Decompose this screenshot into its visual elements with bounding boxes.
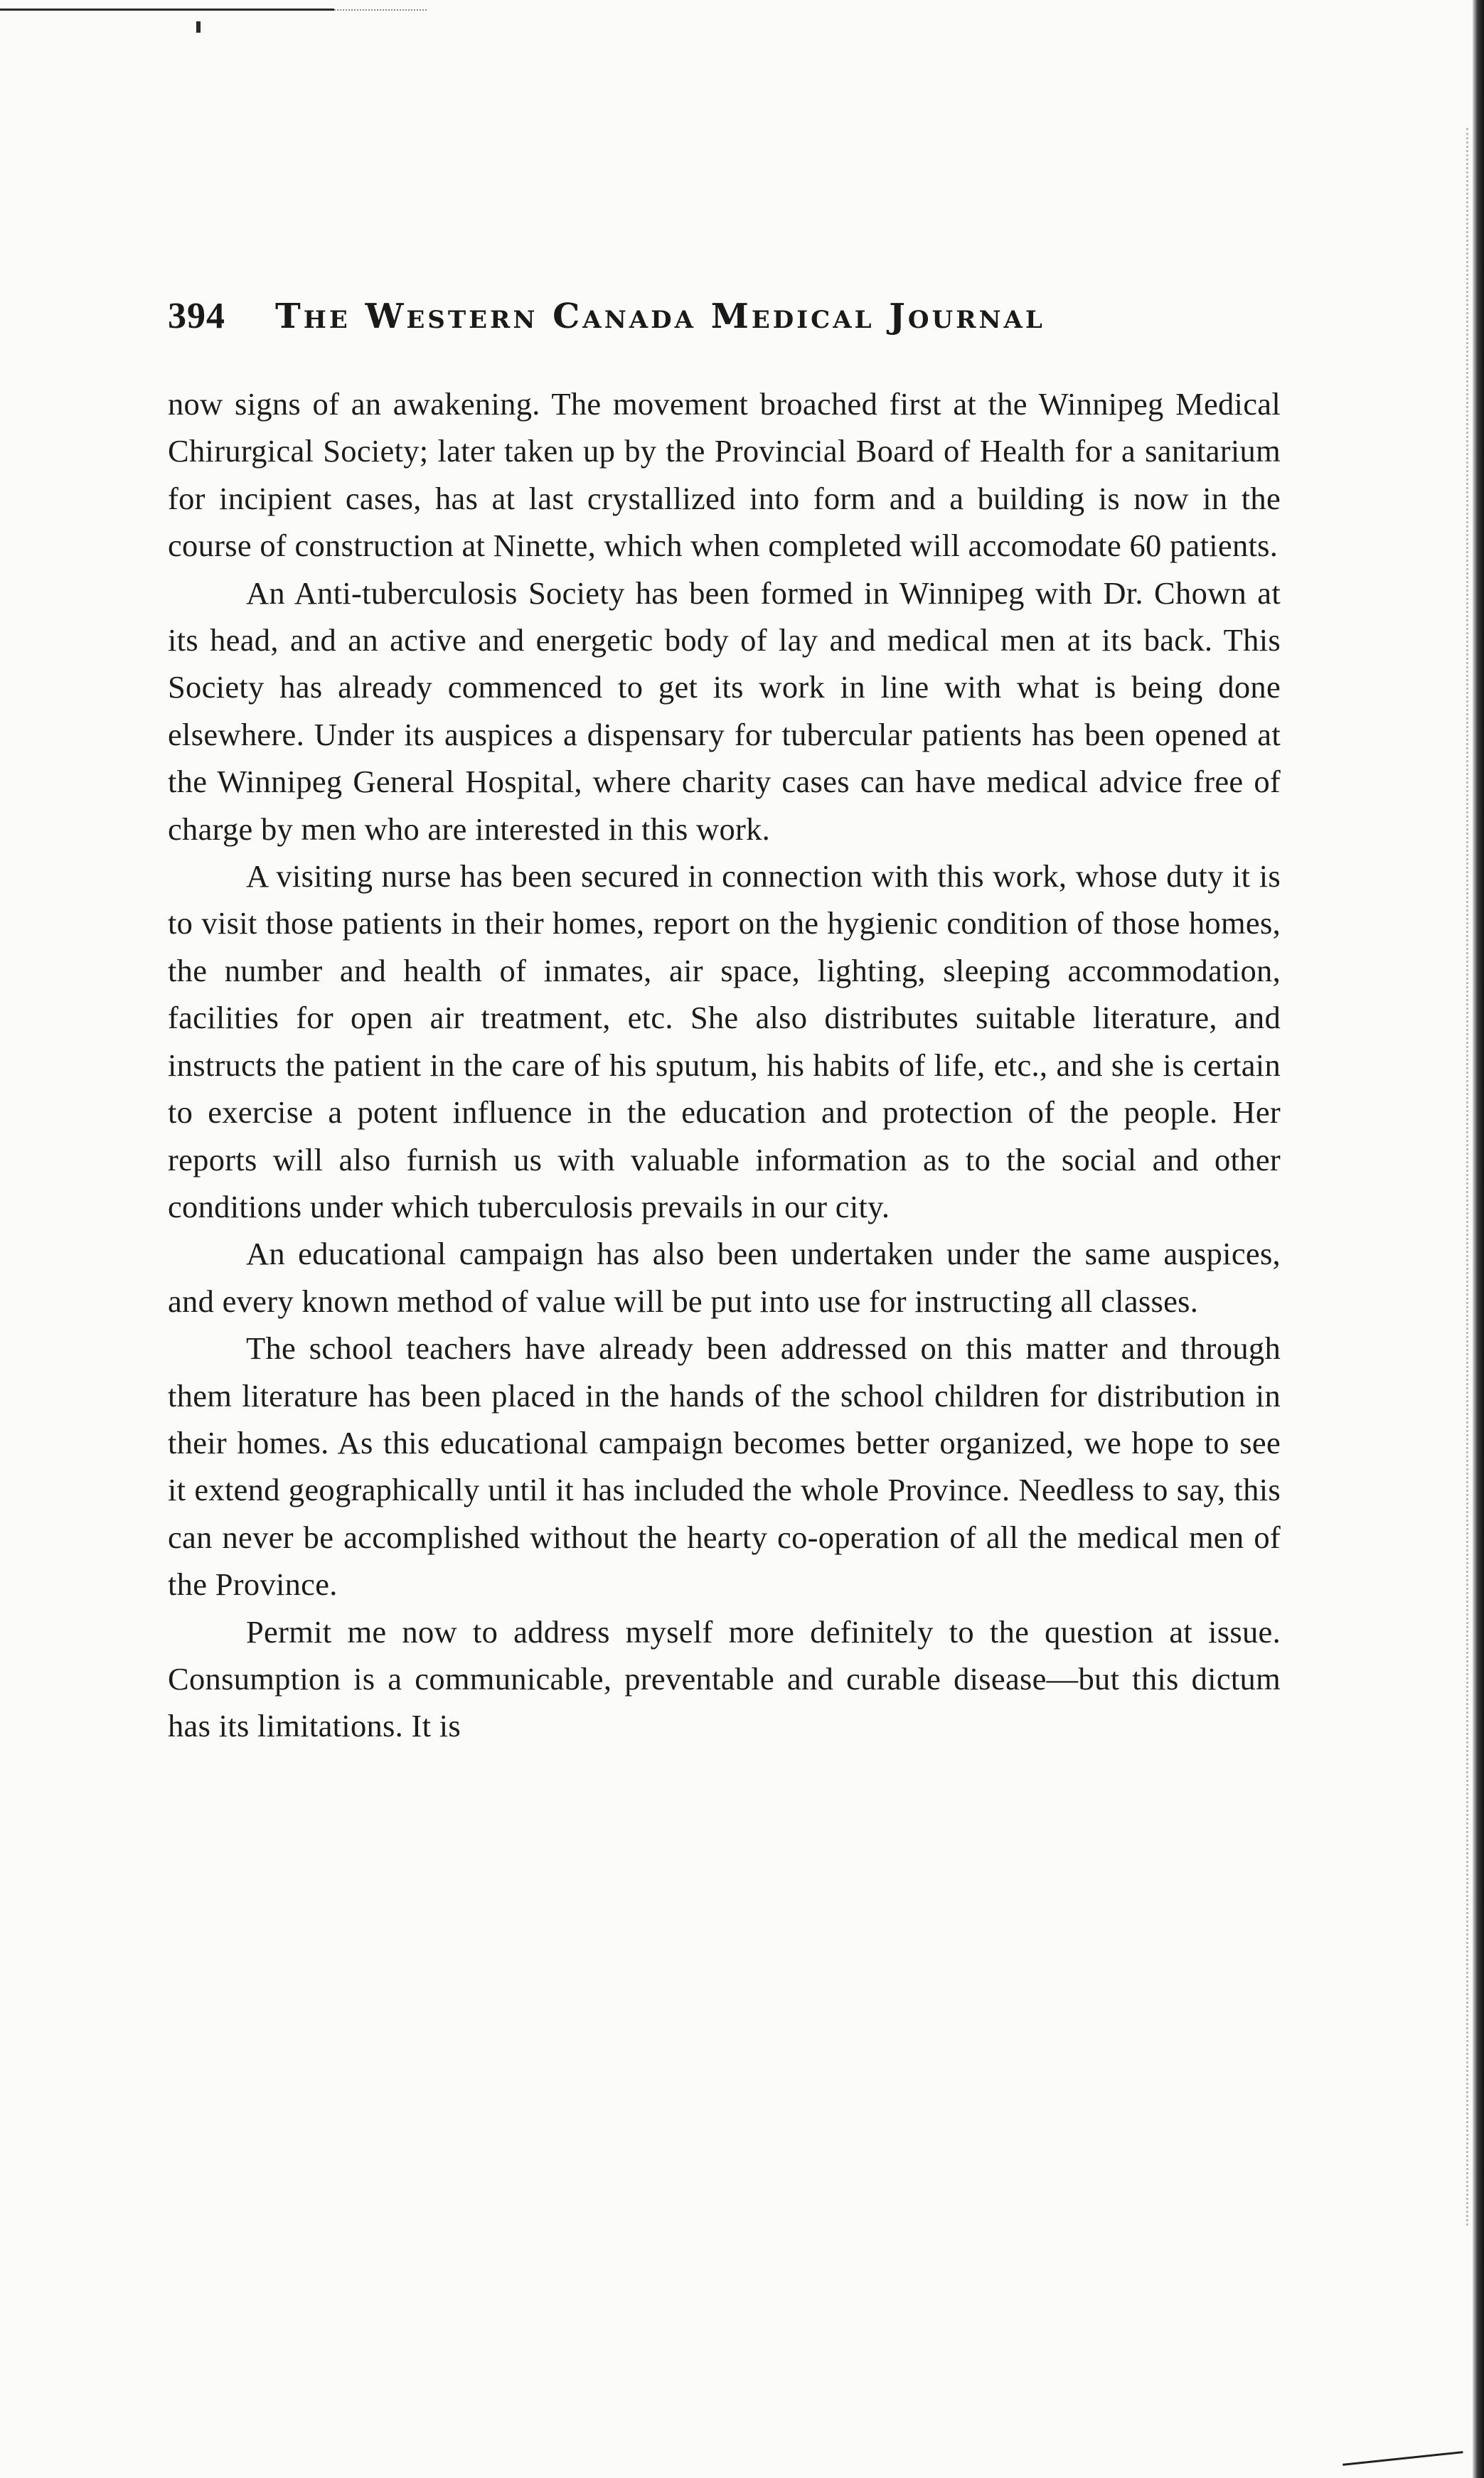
- journal-title: The Western Canada Medical Journal: [275, 297, 1045, 336]
- scan-top-rule-fade: [334, 9, 427, 11]
- scan-top-mark: [196, 21, 201, 33]
- paragraph-5: The school teachers have already been addressed on this matter and through them literature has been placed in the hands of the school children for distribution in their homes. As this educational campaign becomes better organized, we hope to see it extend geographically until it has included the whole Province. Needless to say, this can never be accomplished without the hearty co-operation of all the medical men of the Province.: [168, 1330, 1281, 1603]
- scan-edge-speckle: [1464, 128, 1468, 2226]
- running-header: [168, 295, 1306, 359]
- page-number: 394: [168, 296, 225, 336]
- paragraph-4: An educational campaign has also been undertaken under the same auspices, and every known method of value will be put into use for instructing all classes.: [168, 1236, 1281, 1319]
- scan-bottom-mark: [1341, 2440, 1463, 2466]
- paragraph-3: A visiting nurse has been secured in connection with this work, whose duty it is to visit those patients in their homes, report on the hygienic condition of those homes, the number and health of inmates, air space, lighting, sleeping accommodation, facilities for open air treatment, etc. She also distributes suitable literature, and instructs the patient in the care of his sputum, his habits of life, etc., and she is certain to exercise a potent influence in the education and protection of the people. Her reports will also furnish us with valuable information as to the social and other conditions under which tuberculosis prevails in our city.: [168, 858, 1281, 1224]
- paragraph-1: now signs of an awakening. The movement broached first at the Winnipeg Medical Chirurgical Society; later taken up by the Provincial Board of Health for a sanitarium for incipient cases, has at last crystallized into form and a building is now in the course of construction at Ninette, which when completed will accomodate 60 patients.: [168, 386, 1281, 564]
- paragraph-6: Permit me now to address myself more definitely to the question at issue. Consumption is a communicable, preventable and curable disease—but this dictum has its limitations. It is: [168, 1613, 1281, 1744]
- scan-top-rule: [0, 9, 334, 11]
- paragraph-2: An Anti-tuberculosis Society has been formed in Winnipeg with Dr. Chown at its head, and an active and energetic body of lay and medical men at its back. This Society has already commenced to get its work in line with what is being done elsewhere. Under its auspices a dispensary for tubercular patients has been opened at the Winnipeg General Hospital, where charity cases can have medical advice free of charge by men who are interested in this work.: [168, 575, 1281, 847]
- scan-page-edge: [1473, 0, 1484, 2478]
- article-body: [168, 380, 1281, 1750]
